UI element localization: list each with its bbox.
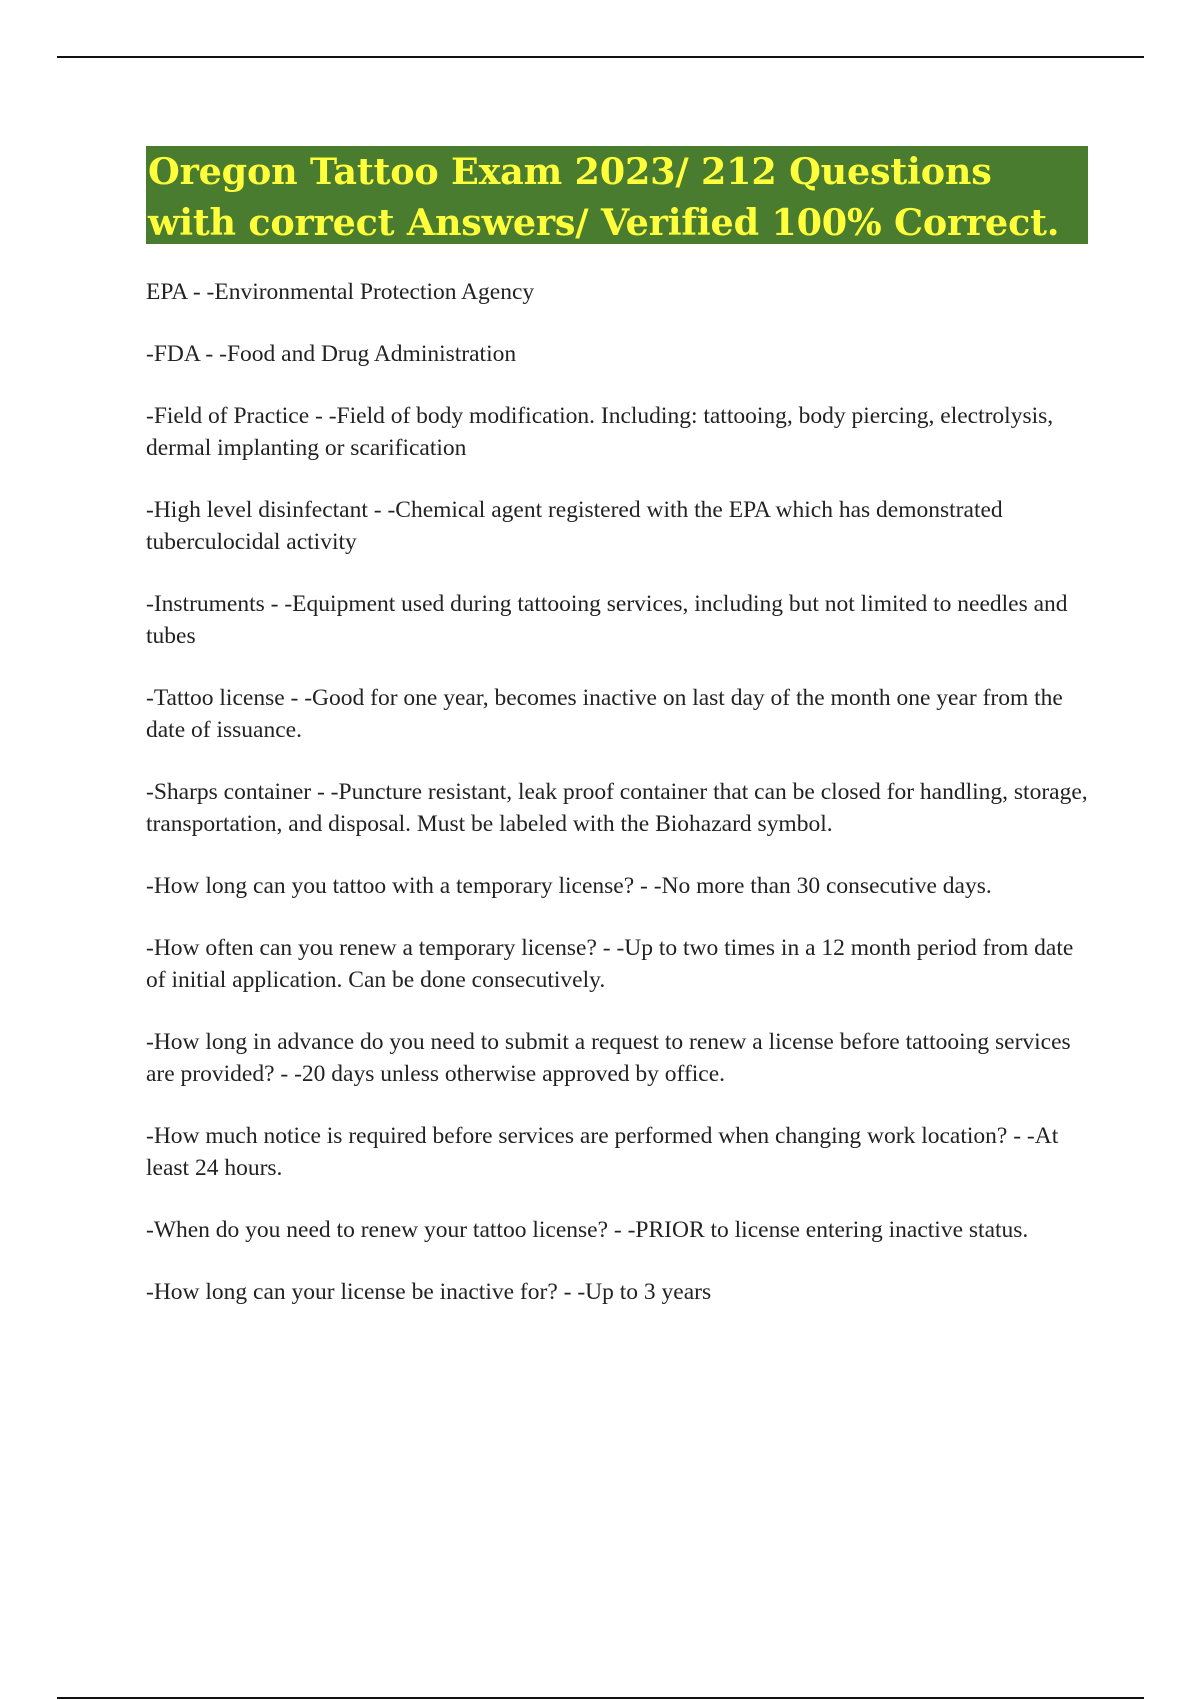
qa-entry-work-location-notice: -How much notice is required before services are performed when changing work location? - -At least 24 hours. xyxy=(146,1123,1059,1181)
qa-entry-sharps-container: -Sharps container - -Puncture resistant, leak proof container that can be closed for handling, storage, transportation, and disposal. Must be labeled with the Biohazard symbol. xyxy=(146,779,1088,837)
qa-entry-temporary-license-duration: -How long can you tattoo with a temporary license? - -No more than 30 consecutive days. xyxy=(146,873,992,899)
title-line-2: with correct Answers/ Verified 100% Correct. xyxy=(148,201,1060,244)
bottom-rule xyxy=(57,1697,1144,1699)
top-rule xyxy=(57,56,1144,58)
qa-entry-tattoo-license: -Tattoo license - -Good for one year, becomes inactive on last day of the month one year from the date of issuance. xyxy=(146,685,1063,743)
qa-entry-epa: EPA - -Environmental Protection Agency xyxy=(146,279,535,305)
document-title xyxy=(146,146,1088,244)
qa-entry-fda: -FDA - -Food and Drug Administration xyxy=(146,341,517,367)
qa-entry-instruments: -Instruments - -Equipment used during tattooing services, including but not limited to needles and tubes xyxy=(146,591,1068,649)
qa-entry-field-of-practice: -Field of Practice - -Field of body modification. Including: tattooing, body piercing, electrolysis, dermal implanting or scarification xyxy=(146,403,1054,461)
qa-entry-inactive-duration: -How long can your license be inactive for? - -Up to 3 years xyxy=(146,1279,712,1305)
qa-entry-license-renewal-timing: -When do you need to renew your tattoo license? - -PRIOR to license entering inactive status. xyxy=(146,1217,1029,1243)
qa-entry-renewal-advance-notice: -How long in advance do you need to submit a request to renew a license before tattooing services are provided? - -20 days unless otherwise approved by office. xyxy=(146,1029,1071,1087)
title-line-1: Oregon Tattoo Exam 2023/ 212 Questions xyxy=(148,150,992,193)
qa-entry-temporary-license-renewal: -How often can you renew a temporary license? - -Up to two times in a 12 month period from date of initial application. Can be done consecutively. xyxy=(146,935,1074,993)
qa-entry-high-level-disinfectant: -High level disinfectant - -Chemical agent registered with the EPA which has demonstrated tuberculocidal activity xyxy=(146,497,1003,555)
qa-list xyxy=(146,276,1091,1338)
